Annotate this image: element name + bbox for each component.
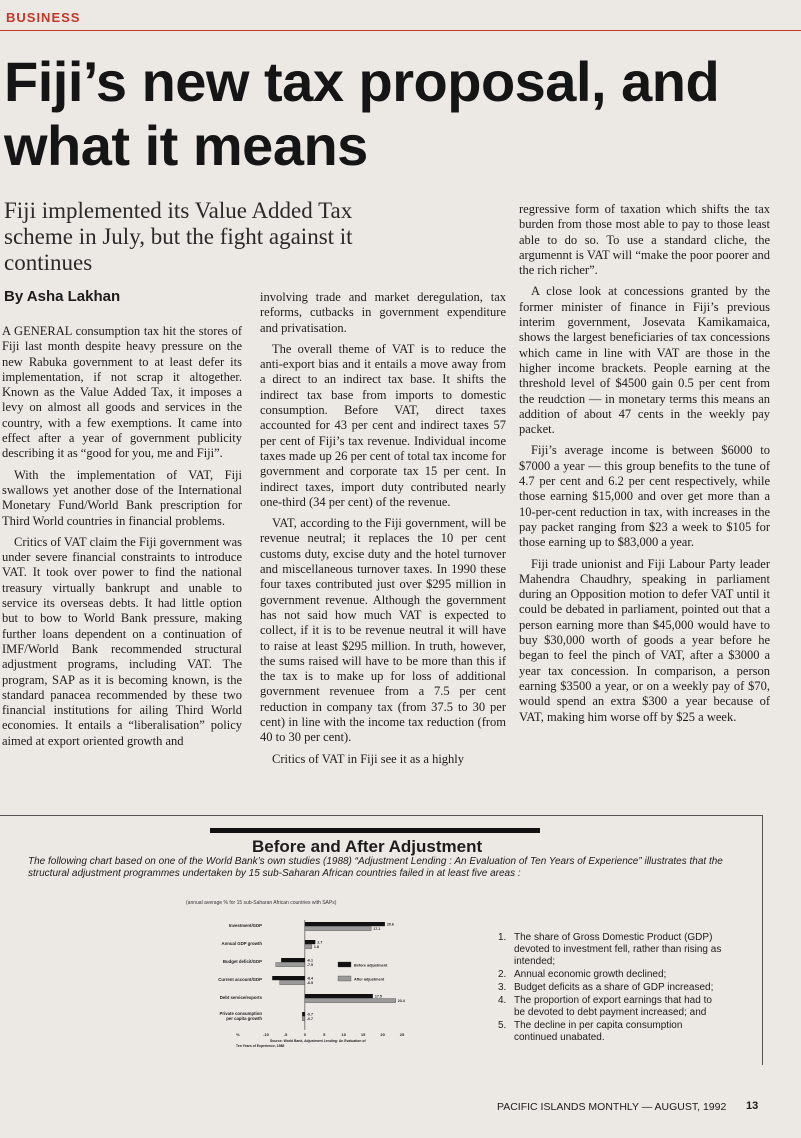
category-label: Current account/GDP — [218, 977, 262, 982]
bar-before — [305, 922, 385, 926]
list-item — [498, 932, 723, 968]
bar-after — [276, 963, 305, 967]
bar-before — [281, 958, 305, 962]
bar-before — [305, 994, 373, 998]
list-number: 1. — [498, 932, 507, 943]
list-number: 4. — [498, 995, 507, 1006]
x-tick-label: 10 — [341, 1032, 346, 1037]
list-number: 2. — [498, 969, 507, 980]
list-text: Annual economic growth declined; — [514, 969, 667, 980]
chart-source: Source: World Bank, Adjustment Lending: An Evaluation of — [270, 1039, 366, 1043]
headline: Fiji’s new tax proposal, and what it means — [4, 50, 720, 177]
header-rule — [0, 30, 801, 31]
box-title: Before and After Adjustment — [252, 837, 483, 856]
footer-publication: PACIFIC ISLANDS MONTHLY — AUGUST, 1992 — [497, 1101, 727, 1113]
bar-before — [302, 1012, 305, 1016]
data-label: -0.7 — [306, 1012, 314, 1017]
x-tick-label: 25 — [399, 1032, 405, 1037]
box-side-rule — [762, 815, 763, 1065]
data-label: 20.6 — [386, 922, 394, 927]
paragraph: regressive form of taxation which shifts the tax burden from those most able to pay to those least able to do so. To use a standard cliche, the argumennt is VAT will “make the poor poorer and the rich richer”. — [519, 202, 770, 278]
data-label: -0.7 — [306, 1017, 314, 1022]
page-number: 13 — [746, 1100, 759, 1112]
paragraph: With the implementation of VAT, Fiji swallows yet another dose of the International Monetary Fund/World Bank prescription for Third World countries in financial problems. — [2, 467, 242, 528]
paragraph: A close look at concessions granted by the former minister of finance in Fiji’s previous interim government, Josevata Kamikamaica, shows the largest beneficiaries of tax concessions which came in line with VAT are those in the higher income brackets. People earning at the threshold level of $4500 gain 0.5 per cent from the reudction — in monetary terms this means an addition of about 47 cents in the weekly pay packet. — [519, 284, 770, 437]
article-column-1 — [2, 324, 242, 755]
article-column-2 — [260, 290, 506, 773]
list-number: 5. — [498, 1020, 507, 1031]
x-tick-label: 5 — [323, 1032, 326, 1037]
x-tick-label: 20 — [380, 1032, 385, 1037]
paragraph: VAT, according to the Fiji government, will be revenue neutral; it replaces the 10 per cent customs duty, excise duty and the hotel turnover and miscellaneous turnover taxes. In 1990 these four taxes contributed just over $295 million in government revenue. Although the government has not said how much VAT is expected to collect, if it is to be revenue neutral it will have to raise at least $295 million. In truth, however, the sums raised will have to be more than this if the tax is to make up for loss of additional government revenuee from a 7.5 per cent reduction in company tax (from 37.5 to 30 per cent) in line with the income tax reduction (from 40 to 30 per cent). — [260, 516, 506, 745]
category-label: Annual GDP growth — [221, 941, 262, 946]
legend-swatch — [338, 976, 351, 981]
list-text: Budget deficits as a share of GDP increased; — [514, 982, 714, 993]
article-column-3 — [519, 202, 770, 731]
list-item — [498, 995, 723, 1019]
list-item — [498, 982, 723, 994]
data-label: 17.1 — [373, 927, 381, 932]
section-label: BUSINESS — [6, 10, 81, 25]
bar-after — [305, 999, 396, 1003]
legend-label: After adjustment — [354, 977, 385, 982]
legend-label: Before adjustment — [354, 963, 388, 968]
box-intro: The following chart based on one of the World Bank’s own studies (1988) “Adjustment Lending : An Evaluation of Ten Years of Experience” illustrates that the structural adjustment programmes undertaken by 15 sub-Saharan African countries failed in at least five areas : — [28, 856, 723, 879]
x-tick-label: -5 — [283, 1032, 288, 1037]
paragraph: Critics of VAT in Fiji see it as a highly — [272, 751, 465, 766]
chart-caption: (annual average % for 15 sub-Saharan African countries with SAPs) — [186, 900, 337, 906]
data-label: 17.5 — [374, 994, 382, 999]
legend-swatch — [338, 962, 351, 967]
list-item — [498, 969, 723, 981]
paragraph: involving trade and market deregulation, tax reforms, cutbacks in government expenditure and privatisation. — [260, 290, 506, 335]
chart-source: Ten Years of Experience, 1988 — [236, 1044, 285, 1048]
category-label: Budget deficit/GDP — [222, 959, 262, 964]
bar-after — [305, 945, 312, 949]
paragraph: Fiji trade unionist and Fiji Labour Party leader Mahendra Chaudhry, speaking in parliament during an Opposition motion to defer VAT until it could be debated in parliament, pointed out that a person earning more than $45,000 would have to buy $30,000 worth of goods a year before he began to feel the pinch of VAT, after a $3000 a year tax concession. In comparison, a person earning $3500 a year, or on a weekly pay of $70, would spend an extra $300 a year because of VAT, making him worse off by $25 a week. — [519, 556, 770, 724]
paragraph: A GENERAL consumption tax hit the stores of Fiji last month despite heavy pressure on the new Rabuka government to at least defer its implementation, if not scrap it altogether. Known as the Value Added Tax, it imposes a levy on almost all goods and services in the country, with a few exemptions. It came into effect after a year of government publicity describing it as “good for you, me and Fiji”. — [2, 324, 242, 461]
bar-after — [280, 981, 305, 985]
list-text: The proportion of export earnings that had to be devoted to debt payment increased; and — [514, 995, 712, 1018]
deck: Fiji implemented its Value Added Tax scheme in July, but the fight against it continues — [4, 198, 353, 275]
category-label: Debt service/exports — [219, 995, 262, 1000]
paragraph: Fiji’s average income is between $6000 to $7000 a year — this group benefits to the tune of 4.7 per cent and 6.2 per cent respectively, while those earning $15,000 and over get more than a 10-per-cent reduction in tax, with increases in the pay packet ranging from $23 a week to $105 for those earning up to $83,000 a year. — [519, 443, 770, 550]
list-number: 3. — [498, 982, 507, 993]
list-item — [498, 1020, 723, 1044]
data-label: -7.5 — [306, 963, 314, 968]
list-text: The share of Gross Domestic Product (GDP) devoted to investment fell, rather than rising as intended; — [514, 932, 722, 967]
adjustment-bar-chart — [170, 916, 420, 1066]
bar-before — [305, 940, 315, 944]
paragraph: Critics of VAT claim the Fiji government was under severe financial constraints to introduce VAT. It took over power to find the national treasury virtually bankrupt and unable to service its overseas debts. It had little option but to bow to World Bank pressure, making further loans dependent on a continuation of IMF/World Bank recommended structural adjustment programs, including VAT. The program, SAP as it is becoming known, is the standard panacea recommended by these two financial institutions for ailing Third World economies. It entails a “liberalisation” policy aimed at export oriented growth and — [2, 534, 242, 748]
bar-after — [302, 1017, 305, 1021]
bar-before — [272, 976, 305, 980]
paragraph: The overall theme of VAT is to reduce the anti-export bias and it entails a move away from a direct to an indirect tax base. It shifts the indirect tax base from imports to domestic consumption. Before VAT, direct taxes accounted for 43 per cent and indirect taxes 57 per cent of Fiji’s tax revenue. Individual income taxes made up 26 per cent of total tax income for government and corporate tax 15 per cent. In indirect taxes, import duty contributed nearly one-third (34 per cent) of the revenue. — [260, 341, 506, 509]
data-label: -6.5 — [306, 981, 314, 986]
box-title-bar — [210, 828, 540, 833]
x-tick-label: 15 — [360, 1032, 366, 1037]
byline: By Asha Lakhan — [4, 288, 121, 305]
category-label: Investment/GDP — [228, 923, 262, 928]
category-label: per capita growth — [226, 1016, 262, 1021]
data-label: 2.7 — [317, 940, 323, 945]
x-tick-label: -10 — [263, 1032, 269, 1037]
data-label: 1.8 — [313, 945, 319, 950]
data-label: 23.4 — [397, 999, 405, 1004]
axis-unit-label: % — [236, 1032, 240, 1037]
data-label: -6.1 — [306, 958, 314, 963]
category-label: Private consumption — [219, 1011, 262, 1016]
box-top-rule — [0, 815, 762, 816]
data-label: -8.4 — [306, 976, 314, 981]
x-tick-label: 0 — [303, 1032, 306, 1037]
list-text: The decline in per capita consumption continued unabated. — [514, 1020, 683, 1043]
bar-after — [305, 927, 371, 931]
findings-list — [498, 932, 723, 1045]
